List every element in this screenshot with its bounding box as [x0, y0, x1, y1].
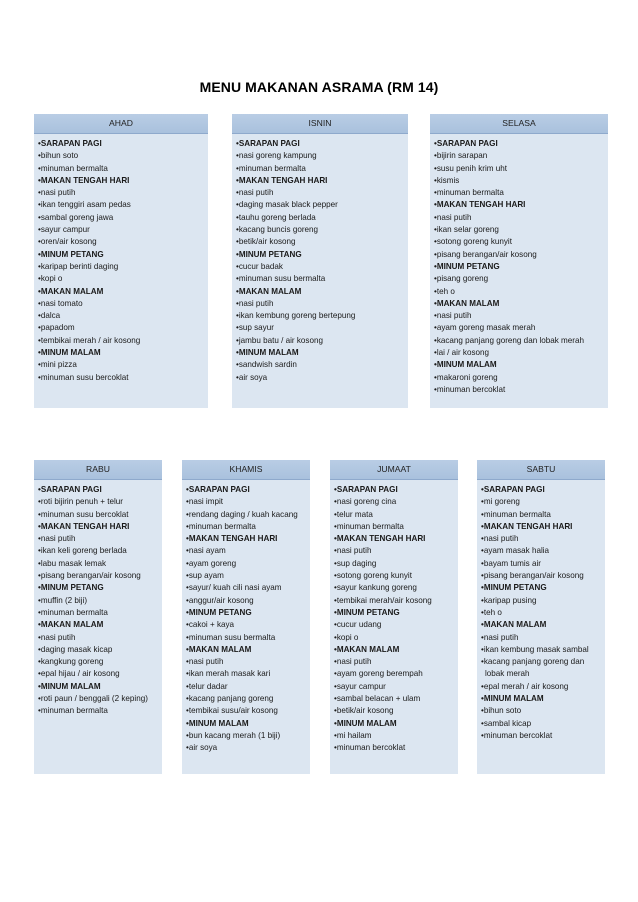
menu-item: •sambal goreng jawa — [38, 212, 114, 222]
menu-item: •anggur/air kosong — [186, 595, 254, 605]
menu-item: •sambal kicap — [481, 718, 532, 728]
menu-item: •ikan keli goreng berlada — [38, 546, 127, 556]
menu-item: •ikan merah masak kari — [186, 669, 271, 679]
menu-item: •daging masak black pepper — [236, 200, 338, 210]
menu-item: •ikan kembung goreng bertepung — [236, 311, 356, 321]
menu-item: •oren/air kosong — [38, 237, 97, 247]
meal-heading: •MAKAN TENGAH HARI — [236, 175, 328, 185]
menu-item: •nasi tomato — [38, 298, 83, 308]
menu-item: •mi goreng — [481, 497, 520, 507]
meal-heading: •MINUM MALAM — [38, 348, 101, 358]
menu-item: •nasi putih — [481, 632, 519, 642]
menu-item: •ayam masak halia — [481, 546, 550, 556]
menu-item: •nasi putih — [38, 534, 76, 544]
menu-item: •makaroni goreng — [434, 372, 498, 382]
menu-item: •muffin (2 biji) — [38, 595, 88, 605]
menu-item: •minuman susu bermalta — [186, 632, 276, 642]
menu-item: •nasi putih — [38, 632, 76, 642]
meal-heading: •SARAPAN PAGI — [38, 139, 102, 148]
meal-heading: •SARAPAN PAGI — [186, 485, 250, 494]
menu-item: •cucur udang — [334, 620, 382, 630]
menu-item: •teh o — [434, 286, 455, 296]
menu-item: •nasi goreng cina — [334, 497, 397, 507]
menu-item: •kacang panjang goreng dan lobak merah — [434, 335, 584, 345]
menu-item: •minuman bermalta — [481, 509, 551, 519]
menu-item: •ayam goreng — [186, 558, 237, 568]
meal-heading: •MAKAN TENGAH HARI — [38, 175, 130, 185]
menu-item: •sup ayam — [186, 571, 224, 581]
menu-list — [232, 134, 408, 384]
menu-item: •sup daging — [334, 558, 377, 568]
menu-item: •sotong goreng kunyit — [434, 237, 512, 247]
menu-item: •teh o — [481, 607, 502, 617]
menu-item: •tembikai merah / air kosong — [38, 335, 141, 345]
meal-heading: •MINUM MALAM — [38, 681, 101, 691]
menu-item: •bihun soto — [481, 706, 522, 716]
meal-heading: •MAKAN MALAM — [236, 286, 302, 296]
menu-list — [330, 480, 458, 755]
menu-item: •pisang berangan/air kosong — [481, 571, 584, 581]
menu-item: •air soya — [186, 743, 218, 753]
menu-item: •air soya — [236, 372, 268, 382]
menu-item: •tauhu goreng berlada — [236, 212, 316, 222]
menu-item: •karipap pusing — [481, 595, 537, 605]
menu-item: •minuman susu bermalta — [236, 274, 326, 284]
menu-item: •minuman bermalta — [38, 607, 108, 617]
day-column-selasa — [430, 114, 608, 408]
meal-heading: •MINUM MALAM — [186, 718, 249, 728]
meal-heading: •MAKAN MALAM — [434, 298, 500, 308]
menu-item: •sandwish sardin — [236, 360, 297, 370]
menu-item: •dalca — [38, 311, 61, 321]
menu-item: •tembikai merah/air kosong — [334, 595, 432, 605]
menu-item: •roti paun / benggali (2 keping) — [38, 694, 148, 704]
menu-item: •nasi putih — [334, 657, 372, 667]
menu-item: •minuman bermalta — [38, 706, 108, 716]
meal-heading: •MINUM MALAM — [236, 348, 299, 358]
menu-item: •sayur/ kuah cili nasi ayam — [186, 583, 282, 593]
meal-heading: •MINUM PETANG — [38, 583, 104, 593]
menu-item: •bayam tumis air — [481, 558, 541, 568]
menu-item: •roti bijirin penuh + telur — [38, 497, 123, 507]
menu-item: •papadom — [38, 323, 75, 333]
menu-item: •tembikai susu/air kosong — [186, 706, 278, 716]
menu-item: •minuman susu bercoklat — [38, 372, 129, 382]
meal-heading: •MAKAN TENGAH HARI — [186, 534, 278, 544]
menu-item: •nasi putih — [186, 657, 224, 667]
menu-list — [430, 134, 608, 396]
meal-heading: •MINUM MALAM — [481, 694, 544, 704]
page-title: MENU MAKANAN ASRAMA (RM 14) — [199, 79, 439, 95]
menu-item: •ayam goreng masak merah — [434, 323, 536, 333]
menu-item: •nasi impit — [186, 497, 224, 507]
meal-heading: •MAKAN TENGAH HARI — [434, 200, 526, 210]
menu-item: •karipap berinti daging — [38, 261, 119, 271]
meal-heading: •SARAPAN PAGI — [38, 485, 102, 494]
menu-list — [182, 480, 310, 755]
meal-heading: •MINUM PETANG — [481, 583, 547, 593]
day-column-sabtu — [477, 460, 605, 774]
menu-item: •epal hijau / air kosong — [38, 669, 120, 679]
menu-item: •bun kacang merah (1 biji) — [186, 730, 281, 740]
menu-list — [34, 480, 162, 718]
menu-list — [477, 480, 605, 742]
menu-item: •minuman bermalta — [186, 521, 256, 531]
menu-item: •mi hailam — [334, 730, 372, 740]
menu-item: •daging masak kicap — [38, 644, 113, 654]
day-header: KHAMIS — [182, 460, 310, 480]
menu-item: •nasi ayam — [186, 546, 226, 556]
menu-list — [34, 134, 208, 384]
menu-item: •minuman susu bercoklat — [38, 509, 129, 519]
meal-heading: •MAKAN MALAM — [186, 644, 252, 654]
menu-item: •kopi o — [38, 274, 63, 284]
day-header: ISNIN — [232, 114, 408, 134]
day-column-khamis — [182, 460, 310, 774]
day-header: JUMAAT — [330, 460, 458, 480]
menu-item: •betik/air kosong — [236, 237, 296, 247]
menu-item: •minuman bermalta — [334, 521, 404, 531]
menu-item: •minuman bercoklat — [481, 730, 553, 740]
menu-item: •kacang panjang goreng — [186, 694, 274, 704]
meal-heading: •SARAPAN PAGI — [236, 139, 300, 148]
menu-item: •ikan kembung masak sambal — [481, 644, 589, 654]
menu-item: •sayur campur — [38, 225, 90, 235]
meal-heading: •MAKAN MALAM — [38, 286, 104, 296]
meal-heading: •MINUM PETANG — [38, 249, 104, 259]
menu-item: •betik/air kosong — [334, 706, 394, 716]
menu-item: •nasi putih — [481, 534, 519, 544]
menu-item: •bijirin sarapan — [434, 151, 488, 161]
meal-heading: •MAKAN TENGAH HARI — [334, 534, 426, 544]
menu-item: •jambu batu / air kosong — [236, 335, 323, 345]
menu-item: •pisang berangan/air kosong — [434, 249, 537, 259]
menu-item: •minuman bermalta — [434, 188, 504, 198]
menu-item: •lai / air kosong — [434, 348, 490, 358]
day-header: AHAD — [34, 114, 208, 134]
day-header: SABTU — [477, 460, 605, 480]
menu-item: •nasi goreng kampung — [236, 151, 317, 161]
menu-item: •pisang berangan/air kosong — [38, 571, 141, 581]
menu-item: •ayam goreng berempah — [334, 669, 423, 679]
meal-heading: •MINUM PETANG — [434, 261, 500, 271]
menu-item: •minuman bermalta — [236, 163, 306, 173]
day-header: RABU — [34, 460, 162, 480]
menu-item: •telur dadar — [186, 681, 228, 691]
menu-item: •nasi putih — [434, 311, 472, 321]
menu-item: •telur mata — [334, 509, 373, 519]
menu-item: •epal merah / air kosong — [481, 681, 569, 691]
menu-item: •kangkung goreng — [38, 657, 104, 667]
meal-heading: •MINUM PETANG — [236, 249, 302, 259]
menu-item: •nasi putih — [434, 212, 472, 222]
menu-item: •rendang daging / kuah kacang — [186, 509, 298, 519]
menu-item: •sup sayur — [236, 323, 274, 333]
day-column-ahad — [34, 114, 208, 408]
day-column-jumaat — [330, 460, 458, 774]
day-column-rabu — [34, 460, 162, 774]
menu-item: •sayur kankung goreng — [334, 583, 417, 593]
menu-item: •sambal belacan + ulam — [334, 694, 421, 704]
menu-item: •nasi putih — [334, 546, 372, 556]
menu-item: •pisang goreng — [434, 274, 489, 284]
menu-item: •kopi o — [334, 632, 359, 642]
menu-item: •susu penih krim uht — [434, 163, 508, 173]
menu-item: •cucur badak — [236, 261, 283, 271]
meal-heading: •MINUM PETANG — [186, 607, 252, 617]
menu-item: •nasi putih — [38, 188, 76, 198]
menu-item: •nasi putih — [236, 298, 274, 308]
day-header: SELASA — [430, 114, 608, 134]
menu-item: •ikan tenggiri asam pedas — [38, 200, 131, 210]
menu-item: •minuman bercoklat — [334, 743, 406, 753]
meal-heading: •MAKAN MALAM — [38, 620, 104, 630]
meal-heading: •SARAPAN PAGI — [434, 139, 498, 148]
menu-item: •minuman bercoklat — [434, 384, 506, 394]
menu-item: •kismis — [434, 175, 460, 185]
meal-heading: •MAKAN MALAM — [334, 644, 400, 654]
meal-heading: •MINUM MALAM — [434, 360, 497, 370]
menu-item: •sotong goreng kunyit — [334, 571, 412, 581]
menu-item: •sayur campur — [334, 681, 386, 691]
menu-item: •mini pizza — [38, 360, 77, 370]
meal-heading: •MAKAN TENGAH HARI — [481, 521, 573, 531]
menu-item: •cakoi + kaya — [186, 620, 235, 630]
menu-item: •ikan selar goreng — [434, 225, 499, 235]
meal-heading: •SARAPAN PAGI — [481, 485, 545, 494]
meal-heading: •MINUM PETANG — [334, 607, 400, 617]
menu-item: •kacang buncis goreng — [236, 225, 319, 235]
meal-heading: •SARAPAN PAGI — [334, 485, 398, 494]
meal-heading: •MINUM MALAM — [334, 718, 397, 728]
menu-item: •labu masak lemak — [38, 558, 107, 568]
menu-item: •minuman bermalta — [38, 163, 108, 173]
day-column-isnin — [232, 114, 408, 408]
meal-heading: •MAKAN MALAM — [481, 620, 547, 630]
menu-item: •bihun soto — [38, 151, 79, 161]
menu-item: •kacang panjang goreng dan lobak merah — [481, 657, 585, 679]
meal-heading: •MAKAN TENGAH HARI — [38, 521, 130, 531]
menu-item: •nasi putih — [236, 188, 274, 198]
